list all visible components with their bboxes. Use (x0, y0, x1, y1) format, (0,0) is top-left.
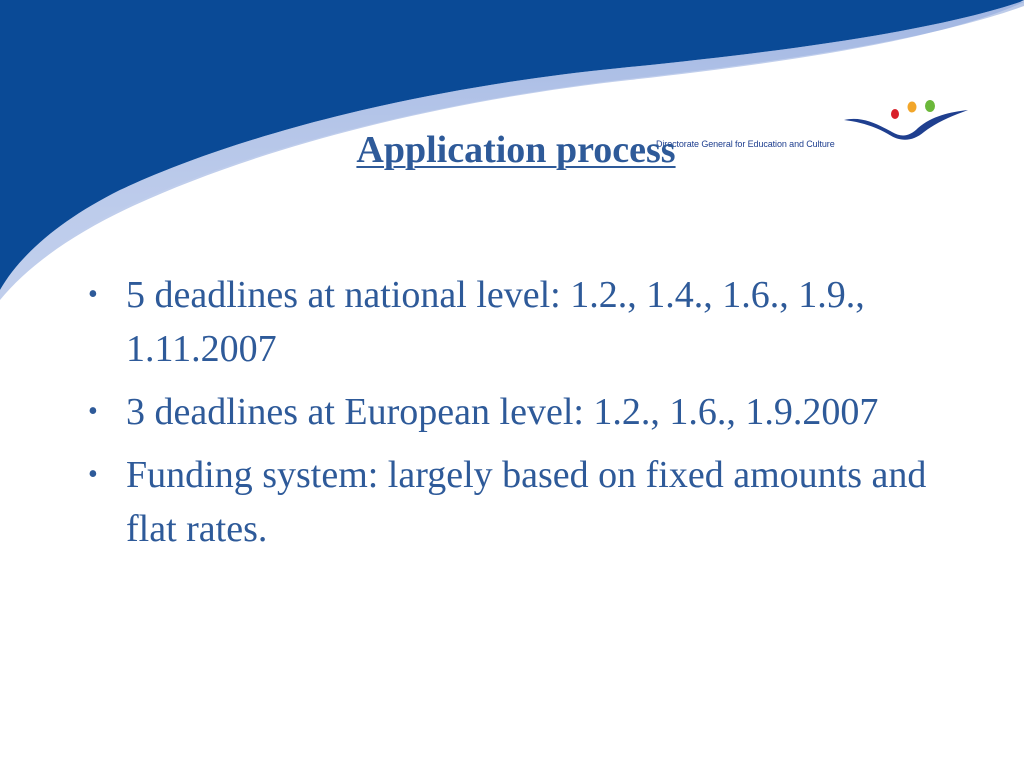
bullet-item-national-deadlines (84, 268, 944, 376)
bullet-glyph: • (88, 396, 98, 427)
bullet-glyph: • (88, 279, 98, 310)
logo-green-dot (925, 100, 935, 112)
logo-orange-dot (908, 102, 917, 113)
slide-title: Application process (356, 129, 676, 171)
bullet-text: Funding system: largely based on fixed amounts and flat rates. (126, 454, 927, 550)
bullet-list (84, 268, 944, 565)
bullet-item-european-deadlines (84, 385, 944, 439)
bullet-glyph: • (88, 459, 98, 490)
bullet-text: 3 deadlines at European level: 1.2., 1.6., 1.9.2007 (126, 391, 879, 433)
bullet-text: 5 deadlines at national level: 1.2., 1.4., 1.6., 1.9., 1.11.2007 (126, 274, 865, 370)
dg-label: Directorate General for Education and Culture (656, 139, 835, 149)
logo-red-dot (891, 109, 899, 119)
bullet-item-funding-system (84, 448, 944, 556)
